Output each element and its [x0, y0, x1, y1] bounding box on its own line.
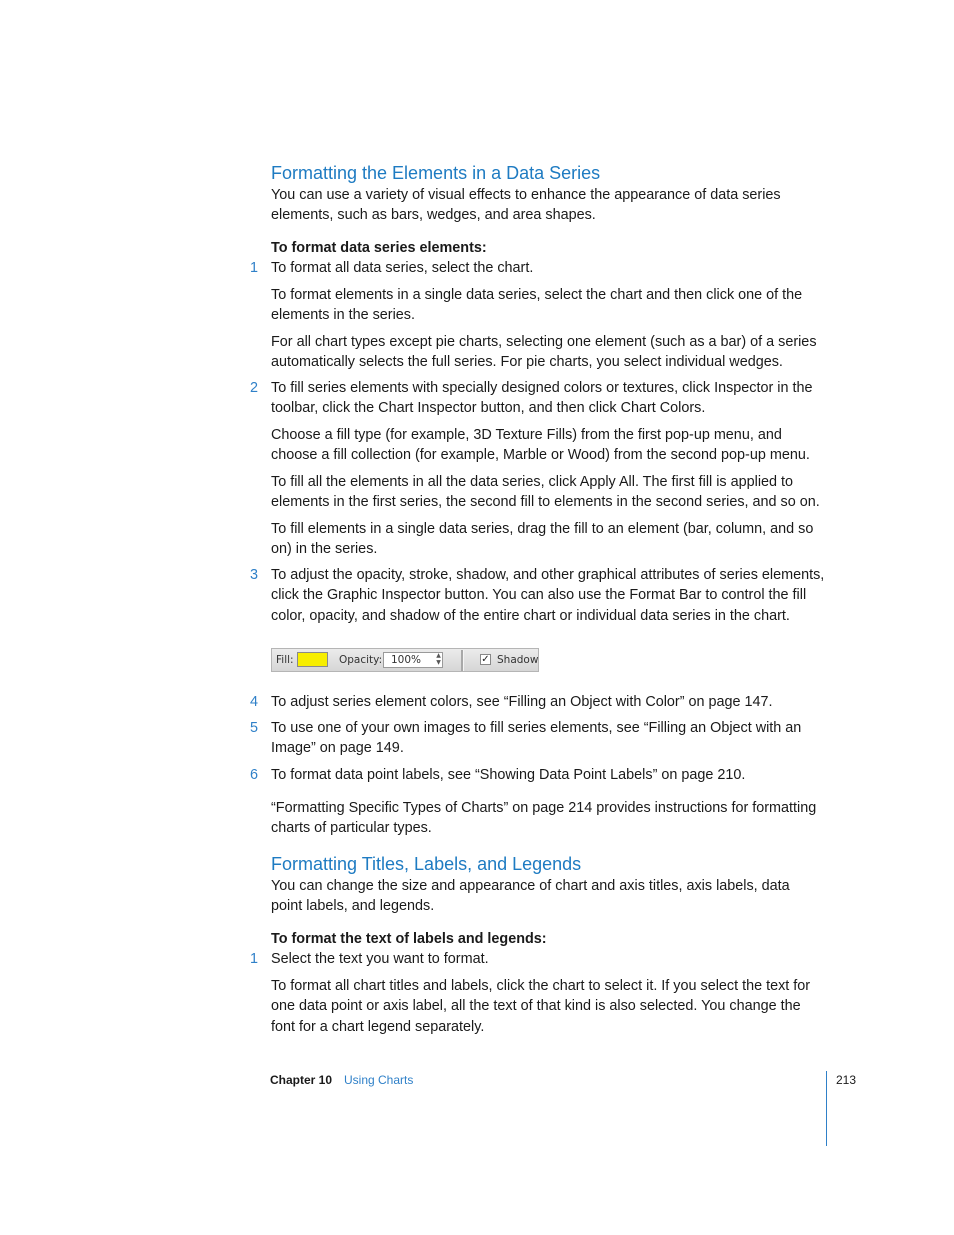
step-text: To format all data series, select the chart. [271, 260, 534, 276]
toolbar-divider [461, 650, 464, 671]
step-text: To adjust series element colors, see “Filling an Object with Color” on page 147. [271, 694, 773, 710]
page-number: 213 [836, 1073, 857, 1087]
step-note: For all chart types except pie charts, selecting one element (such as a bar) of a series automatically selects the full series. For pie charts, you select individual wedges. [271, 334, 817, 371]
step-note: To format elements in a single data series, select the chart and then click one of the elements in the series. [271, 287, 803, 324]
opacity-stepper[interactable] [434, 652, 443, 668]
step-note: To format all chart titles and labels, click the chart to select it. If you select the text for one data point or axis label, all the text of that kind is also selected. You change the font for a chart legend separately. [271, 978, 811, 1035]
step-text: To adjust the opacity, stroke, shadow, and other graphical attributes of series elements, click the Graphic Inspector button. You can also use the Format Bar to control the fill color, opacity, and shadow of the entire chart or individual data series in the chart. [271, 567, 825, 624]
shadow-checkbox[interactable] [480, 654, 491, 665]
step-number: 2 [250, 380, 259, 396]
footer-chapter: Chapter 10 [270, 1073, 333, 1087]
step-text: Select the text you want to format. [271, 951, 489, 967]
footer-rule [826, 1071, 827, 1146]
step-number: 4 [250, 694, 259, 710]
step-note: To fill elements in a single data series, drag the fill to an element (bar, column, and so on) in the series. [271, 521, 814, 558]
step-note: To fill all the elements in all the data series, click Apply All. The first fill is applied to elements in the first series, the second fill to elements in the second series, and so on. [271, 474, 820, 511]
section-intro: You can change the size and appearance of chart and axis titles, axis labels, data point labels, and legends. [271, 878, 790, 915]
step-number: 3 [250, 567, 259, 583]
stepper-up-icon: ▲ [436, 652, 441, 659]
checkmark-icon: ✓ [481, 654, 490, 665]
task-heading: To format the text of labels and legends: [271, 931, 547, 947]
closing-paragraph: “Formatting Specific Types of Charts” on page 214 provides instructions for formatting charts of particular types. [271, 800, 817, 837]
section-heading-titles-labels: Formatting Titles, Labels, and Legends [271, 854, 582, 874]
section-intro: You can use a variety of visual effects to enhance the appearance of data series elements, such as bars, wedges, and area shapes. [271, 187, 781, 224]
fill-label: Fill: [276, 654, 294, 666]
step-text: To fill series elements with specially designed colors or textures, click Inspector in the toolbar, click the Chart Inspector button, and then click Chart Colors. [271, 380, 813, 417]
task-heading: To format data series elements: [271, 240, 487, 256]
fill-color-well[interactable] [297, 652, 328, 667]
step-number: 1 [250, 951, 259, 967]
step-text: To use one of your own images to fill series elements, see “Filling an Object with an Image” on page 149. [271, 720, 802, 757]
step-note: Choose a fill type (for example, 3D Texture Fills) from the first pop-up menu, and choose a fill collection (for example, Marble or Wood) from the second pop-up menu. [271, 427, 810, 464]
format-bar [271, 648, 539, 672]
shadow-label: Shadow [497, 654, 539, 666]
step-number: 5 [250, 720, 259, 736]
opacity-value: 100% [391, 654, 422, 666]
section-heading-data-series: Formatting the Elements in a Data Series [271, 163, 601, 183]
step-text: To format data point labels, see “Showing Data Point Labels” on page 210. [271, 767, 746, 783]
step-number: 6 [250, 767, 259, 783]
stepper-down-icon: ▼ [436, 659, 441, 666]
step-number: 1 [250, 260, 259, 276]
footer-chapter-title: Using Charts [344, 1073, 414, 1087]
opacity-label: Opacity: [339, 654, 383, 666]
